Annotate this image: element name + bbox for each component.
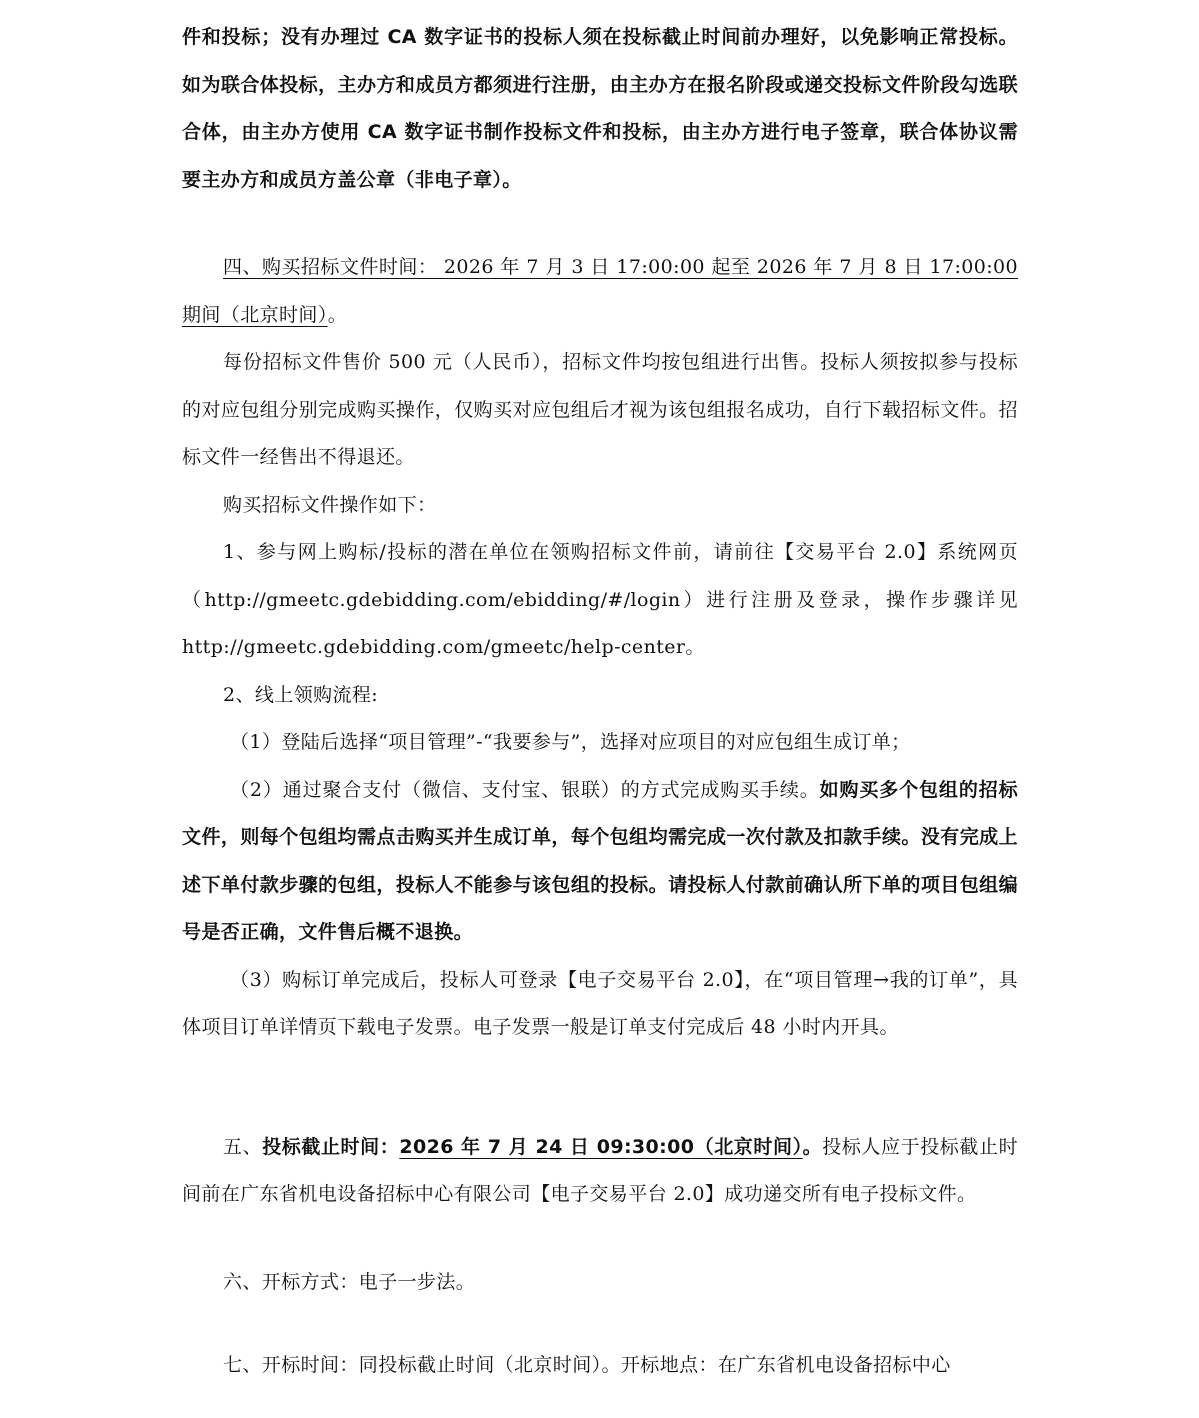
section7-paragraph: 七、开标时间：同投标截止时间（北京时间）。开标地点：在广东省机电设备招标中心 [223, 1354, 951, 1376]
section4-step2-2 [182, 767, 1018, 957]
section6-paragraph: 六、开标方式：电子一步法。 [223, 1270, 476, 1293]
spacer [182, 1052, 1018, 1124]
section5-deadline-time: 2026 年 7 月 24 日 09:30:00（北京时间） [399, 1135, 803, 1158]
section5-rest: 投标人应于投标截止时间前在广东省机电设备招标中心有限公司【电子交易平台 2.0】成功递交所有电子投标文件。 [182, 1135, 1018, 1205]
section5-label: 投标截止时间： [262, 1135, 400, 1158]
spacer [182, 1219, 1018, 1259]
spacer [182, 204, 1018, 244]
section4-price-paragraph: 每份招标文件售价 500 元（人民币），招标文件均按包组进行出售。投标人须按拟参与投标的对应包组分别完成购买操作，仅购买对应包组后才视为该包组报名成功，自行下载招标文件。招标文件一经售出不得退还。 [182, 351, 1018, 468]
spacer [182, 1306, 1018, 1342]
section4-step2-2-normal: （2）通过聚合支付（微信、支付宝、银联）的方式完成购买手续。 [230, 778, 820, 801]
section4-step2: 2、线上领购流程: [223, 683, 379, 706]
section3-tail-paragraph: 件和投标；没有办理过 CA 数字证书的投标人须在投标截止时间前办理好，以免影响正常投标。如为联合体投标，主办方和成员方都须进行注册，由主办方在报名阶段或递交投标文件阶段勾选联合体，由主办方使用 CA 数字证书制作投标文件和投标，由主办方进行电子签章，联合体协议需要主办方和成员方盖公章（非电子章）。 [182, 26, 1018, 191]
section5-prefix: 五、 [223, 1135, 263, 1158]
section4-ops-intro: 购买招标文件操作如下： [223, 493, 437, 516]
section4-step1: 1、参与网上购标/投标的潜在单位在领购招标文件前，请前往【交易平台 2.0】系统网页（http://gmeetc.gdebidding.com/ebidding/#/login）进行注册及登录，操作步骤详见 http://gmeetc.gdebidding.com/gmeetc/help-center。 [182, 541, 1018, 658]
section4-heading [182, 244, 1018, 339]
section4-step2-3: （3）购标订单完成后，投标人可登录【电子交易平台 2.0】，在“项目管理→我的订单”，具体项目订单详情页下载电子发票。电子发票一般是订单支付完成后 48 小时内开具。 [182, 968, 1018, 1038]
section5-paragraph [182, 1124, 1018, 1219]
section4-step2-1: （1）登陆后选择“项目管理”-“我要参与”，选择对应项目的对应包组生成订单； [230, 731, 911, 753]
document-page [182, 14, 1018, 1390]
section4-heading-underlined: 四、购买招标文件时间： 2026 年 7 月 3 日 17:00:00 起至 2026 年 7 月 8 日 17:00:00 期间（北京时间） [182, 256, 1018, 326]
section5-dot: 。 [802, 1135, 823, 1158]
section4-step2-2-bold: 如购买多个包组的招标文件，则每个包组均需点击购买并生成订单，每个包组均需完成一次付款及扣款手续。没有完成上述下单付款步骤的包组，投标人不能参与该包组的投标。请投标人付款前确认所下单的项目包组编号是否正确，文件售后概不退换。 [182, 778, 1018, 943]
section4-heading-tail: 。 [327, 303, 348, 326]
